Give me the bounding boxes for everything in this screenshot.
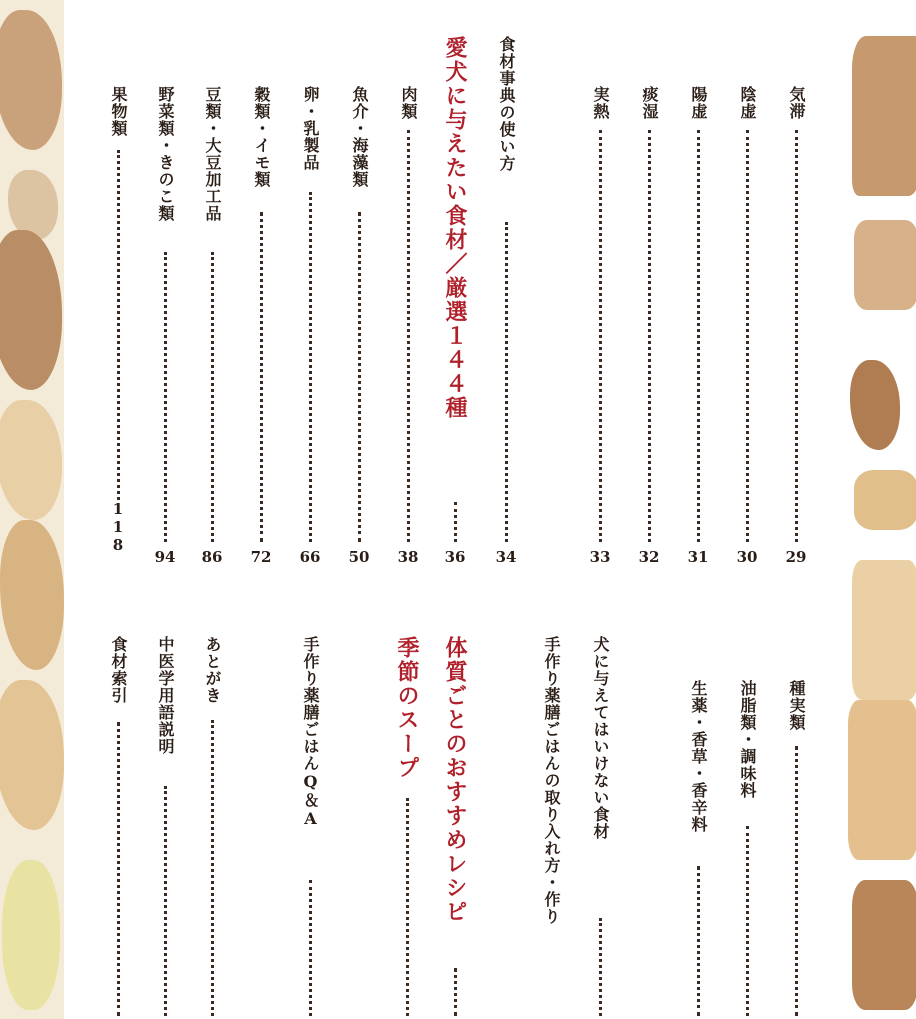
toc-item-egg-dairy[interactable]: 卵・乳製品 [301,86,320,171]
dot-leader [117,722,120,1016]
toc-item-fruits[interactable]: 果物類 [109,86,128,137]
dot-leader [697,866,700,1016]
toc-item-inkyo[interactable]: 陰虚 [738,86,757,120]
toc-item-afterword[interactable]: あとがき [203,636,222,704]
dot-leader [454,968,457,1016]
page-number: 33 [589,548,611,566]
dot-leader [697,130,700,542]
dot-leader [746,826,749,1016]
toc-item-vegetables[interactable]: 野菜類・きのこ類 [156,86,175,222]
section-heading-recipes[interactable]: 体質ごとのおすすめレシピ [442,636,468,924]
herb-image-right [848,0,916,1019]
page-number: 50 [348,548,370,566]
dot-leader [648,130,651,542]
page-number: 32 [638,548,660,566]
toc-item-seafood[interactable]: 魚介・海藻類 [350,86,369,188]
toc-item-glossary[interactable]: 中医学用語説明 [156,636,175,755]
page-number: 31 [687,548,709,566]
page-number: 66 [299,548,321,566]
dot-leader [795,746,798,1016]
herb-image-left [0,0,64,1019]
toc-item-how-to-use[interactable]: 食材事典の使い方 [497,36,516,172]
dot-leader [260,212,263,542]
dot-leader [406,798,409,1016]
toc-item-qa[interactable]: 手作り薬膳ごはんQ＆A [301,636,320,829]
toc-item-grains[interactable]: 穀類・イモ類 [252,86,271,188]
dot-leader [309,880,312,1016]
page-number: 118 [109,500,127,554]
toc-item-kitai[interactable]: 気滞 [787,86,806,120]
dot-leader [795,130,798,542]
toc-item-herbs-spices[interactable]: 生薬・香草・香辛料 [689,680,708,833]
page-number: 94 [154,548,176,566]
page-number: 38 [397,548,419,566]
toc-item-homemade-intro[interactable]: 手作り薬膳ごはんの取り入れ方・作り [542,636,561,925]
toc-item-seeds[interactable]: 種実類 [787,680,806,731]
toc-item-meat[interactable]: 肉類 [399,86,418,120]
toc-item-forbidden-foods[interactable]: 犬に与えてはいけない食材 [591,636,610,840]
dot-leader [164,252,167,542]
page-number: 30 [736,548,758,566]
dot-leader [358,212,361,542]
dot-leader [117,150,120,500]
section-heading-soups[interactable]: 季節のスープ [394,636,420,780]
page-number: 86 [201,548,223,566]
dot-leader [599,130,602,542]
dot-leader [407,130,410,542]
page-number: 72 [250,548,272,566]
toc-item-index[interactable]: 食材索引 [109,636,128,704]
dot-leader [505,222,508,542]
section-heading-recommended-foods[interactable]: 愛犬に与えたい食材／厳選１４４種 [442,36,468,420]
toc-item-youkyo[interactable]: 陽虚 [689,86,708,120]
toc-item-jitsunetsu[interactable]: 実熱 [591,86,610,120]
dot-leader [454,502,457,542]
toc-item-tanshitsu[interactable]: 痰湿 [640,86,659,120]
dot-leader [746,130,749,542]
dot-leader [164,786,167,1016]
dot-leader [211,720,214,1016]
dot-leader [309,192,312,542]
dot-leader [211,252,214,542]
page-number: 29 [785,548,807,566]
toc-item-beans[interactable]: 豆類・大豆加工品 [203,86,222,222]
dot-leader [599,918,602,1016]
page-number: 34 [495,548,517,566]
toc-item-oils-seasonings[interactable]: 油脂類・調味料 [738,680,757,799]
page-number: 36 [444,548,466,566]
